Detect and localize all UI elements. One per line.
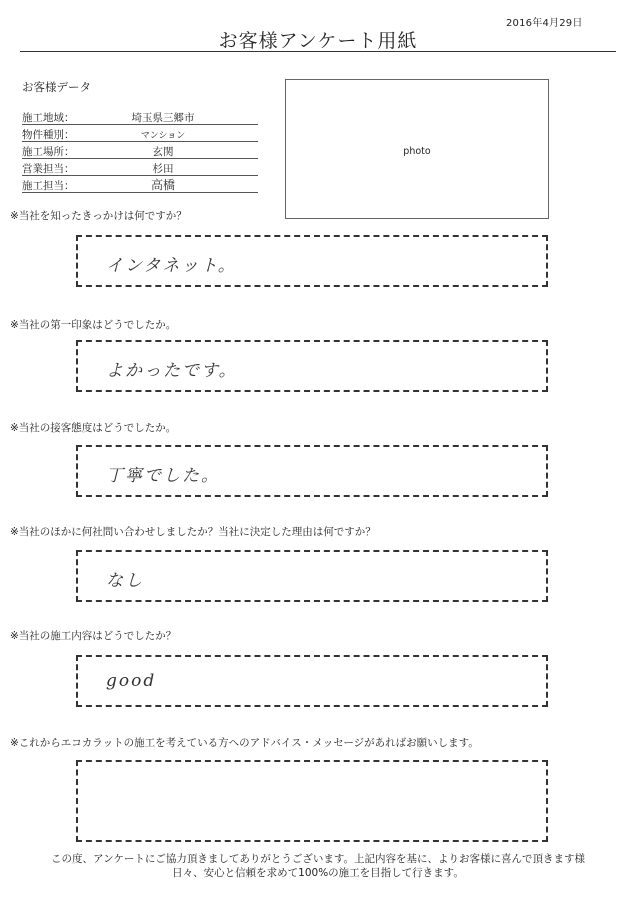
row-value-handwritten: 高橋 bbox=[150, 178, 175, 192]
photo-placeholder bbox=[285, 79, 549, 219]
answer-box-4 bbox=[76, 550, 548, 602]
footer-line-2: 日々、安心と信頼を求めて100%の施工を目指して行きます。 bbox=[172, 867, 464, 879]
page-title: お客様アンケート用紙 bbox=[218, 30, 418, 52]
row-value: 埼玉県三郷市 bbox=[131, 112, 195, 124]
row-label: 物件種別： bbox=[22, 129, 75, 141]
row-label: 施工場所： bbox=[22, 146, 75, 158]
footer-message bbox=[0, 852, 636, 880]
answer-box-2 bbox=[76, 340, 548, 392]
question-5: ※当社の施工内容はどうでしたか？ bbox=[10, 630, 177, 642]
photo-label: photo bbox=[403, 146, 431, 157]
question-2: ※当社の第一印象はどうでしたか。 bbox=[10, 319, 177, 331]
row-value: マンション bbox=[140, 131, 186, 141]
answer-box-6 bbox=[76, 760, 548, 842]
customer-row-location bbox=[22, 142, 258, 159]
answer-2-handwritten: よかったです。 bbox=[106, 361, 238, 381]
answer-4-handwritten: なし bbox=[106, 571, 144, 591]
footer-line-1: この度、アンケートにご協力頂きましてありがとうございます。上記内容を基に、よりお客様に喜んで頂きます様 bbox=[50, 853, 586, 865]
customer-row-sales-rep bbox=[22, 159, 258, 176]
answer-box-5 bbox=[76, 655, 548, 707]
row-label: 施工地域： bbox=[22, 112, 75, 124]
question-4: ※当社のほかに何社問い合わせしましたか？当社に決定した理由は何ですか？ bbox=[10, 526, 376, 538]
answer-box-1 bbox=[76, 235, 548, 287]
customer-row-property-type bbox=[22, 125, 258, 142]
question-1: ※当社を知ったきっかけは何ですか？ bbox=[10, 210, 187, 222]
question-6: ※これからエコカラットの施工を考えている方へのアドバイス・メッセージがあればお願いします。 bbox=[10, 737, 479, 749]
customer-row-area bbox=[22, 108, 258, 125]
customer-row-installer bbox=[22, 176, 258, 193]
survey-date: 2016年4月29日 bbox=[506, 18, 583, 29]
row-label: 施工担当： bbox=[22, 180, 75, 192]
row-value: 玄関 bbox=[152, 146, 174, 158]
answer-5-handwritten: good bbox=[106, 671, 157, 691]
answer-1-handwritten: インタネット。 bbox=[106, 256, 237, 276]
customer-data-heading: お客様データ bbox=[22, 80, 91, 94]
answer-box-3 bbox=[76, 445, 548, 497]
question-3: ※当社の接客態度はどうでしたか。 bbox=[10, 422, 177, 434]
row-label: 営業担当： bbox=[22, 163, 75, 175]
answer-3-handwritten: 丁寧でした。 bbox=[106, 466, 220, 486]
row-value: 杉田 bbox=[152, 163, 174, 175]
title-divider bbox=[20, 51, 616, 52]
